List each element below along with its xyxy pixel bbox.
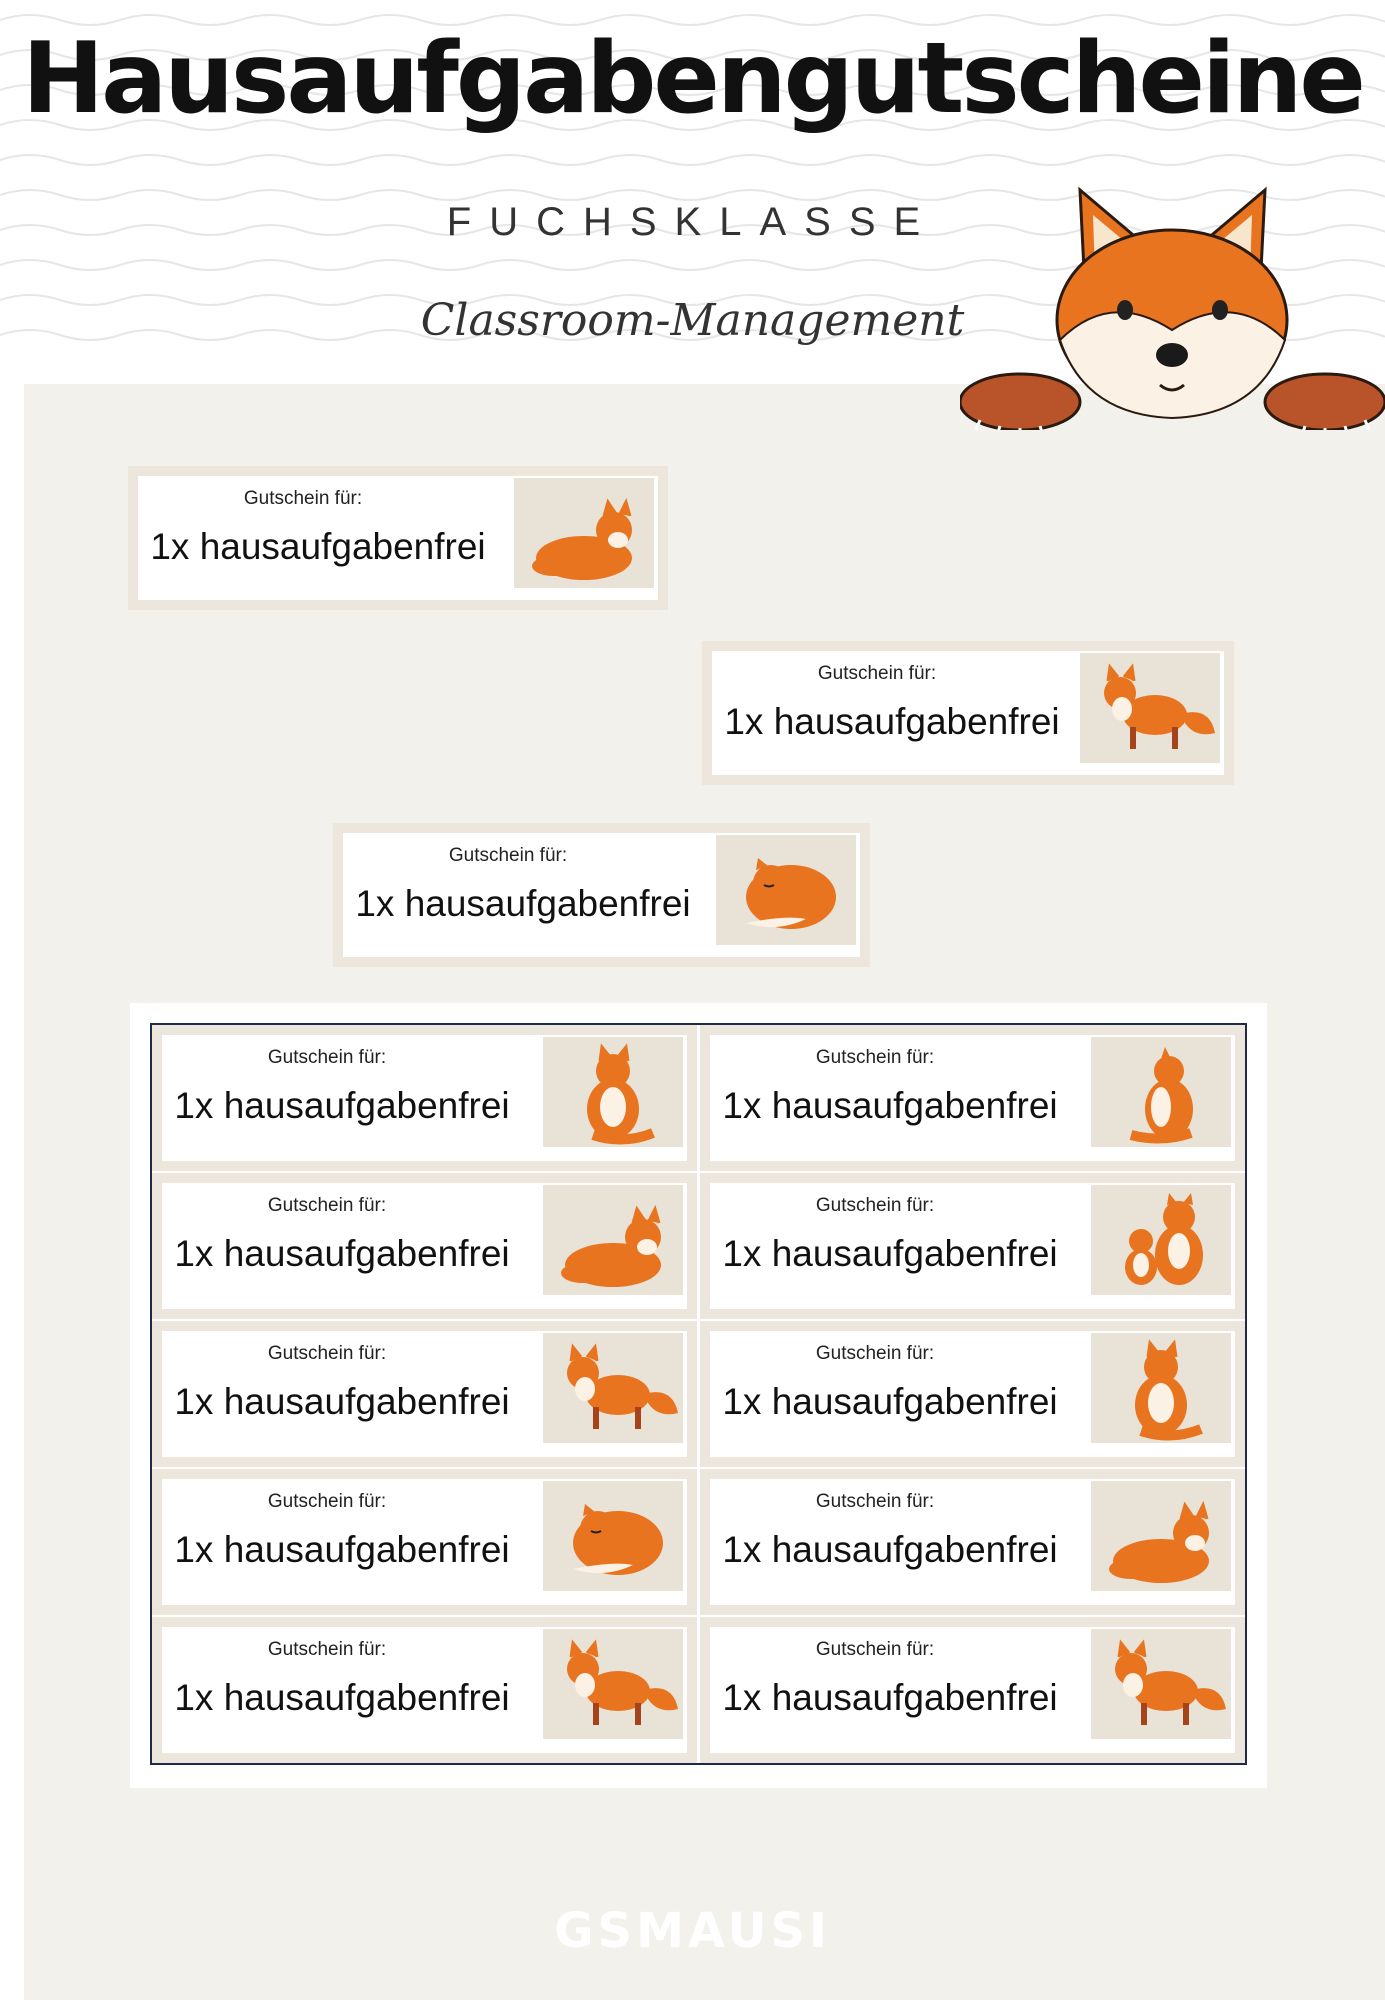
voucher-label: Gutschein für: [448, 845, 568, 866]
voucher-label: Gutschein für: [815, 1343, 935, 1364]
fox-image [1091, 1629, 1231, 1739]
fox-sleeping-illustration [543, 1481, 683, 1591]
voucher-text: 1x hausaufgabenfrei [724, 701, 1060, 742]
fox-lying-illustration [543, 1185, 683, 1295]
fox-image [543, 1037, 683, 1147]
voucher-text: 1x hausaufgabenfrei [174, 1085, 510, 1126]
page-subtitle: FUCHSKLASSE [446, 200, 939, 244]
voucher-text: 1x hausaufgabenfrei [174, 1233, 510, 1274]
fox-image [543, 1185, 683, 1295]
voucher-text: 1x hausaufgabenfrei [174, 1677, 510, 1718]
voucher-card-single-1 [128, 466, 668, 610]
voucher-label: Gutschein für: [243, 488, 363, 509]
voucher-card-grid [152, 1025, 697, 1171]
voucher-card-grid [700, 1321, 1245, 1467]
voucher-text: 1x hausaufgabenfrei [174, 1529, 510, 1570]
voucher-label: Gutschein für: [815, 1047, 935, 1068]
fox-sleeping-illustration [716, 835, 856, 945]
voucher-card-grid [700, 1617, 1245, 1763]
voucher-card-grid [700, 1025, 1245, 1171]
voucher-label: Gutschein für: [815, 1491, 935, 1512]
fox-image [1091, 1185, 1231, 1295]
fox-image [543, 1629, 683, 1739]
voucher-text: 1x hausaufgabenfrei [722, 1085, 1058, 1126]
voucher-label: Gutschein für: [267, 1491, 387, 1512]
voucher-text: 1x hausaufgabenfrei [722, 1381, 1058, 1422]
voucher-label: Gutschein für: [817, 663, 937, 684]
fox-sitting-illustration [1091, 1333, 1231, 1443]
fox-mother-cub-illustration [1091, 1185, 1231, 1295]
voucher-card-grid [152, 1617, 697, 1763]
fox-image [514, 478, 654, 588]
voucher-label: Gutschein für: [267, 1195, 387, 1216]
voucher-text: 1x hausaufgabenfrei [174, 1381, 510, 1422]
voucher-card-grid [152, 1469, 697, 1615]
fox-image [1080, 653, 1220, 763]
voucher-text: 1x hausaufgabenfrei [150, 526, 486, 567]
voucher-text: 1x hausaufgabenfrei [355, 883, 691, 924]
voucher-card-single-3 [333, 823, 870, 967]
voucher-text: 1x hausaufgabenfrei [722, 1529, 1058, 1570]
voucher-card-grid [152, 1321, 697, 1467]
brand-logo: GSMAUSI [554, 1903, 831, 1959]
voucher-label: Gutschein für: [815, 1639, 935, 1660]
fox-standing-illustration [543, 1629, 683, 1739]
voucher-text: 1x hausaufgabenfrei [722, 1677, 1058, 1718]
voucher-card-grid [700, 1173, 1245, 1319]
fox-image [543, 1333, 683, 1443]
voucher-label: Gutschein für: [267, 1047, 387, 1068]
page-tagline: Classroom-Management [420, 295, 965, 346]
page-title: Hausaufgabengutscheine [22, 22, 1363, 136]
fox-standing-illustration [1080, 653, 1220, 763]
voucher-card-grid [152, 1173, 697, 1319]
voucher-card-single-2 [702, 641, 1234, 785]
fox-standing-illustration [543, 1333, 683, 1443]
fox-image [1091, 1333, 1231, 1443]
voucher-label: Gutschein für: [815, 1195, 935, 1216]
fox-sitting-illustration [543, 1037, 683, 1147]
voucher-label: Gutschein für: [267, 1343, 387, 1364]
fox-standing-illustration [1091, 1629, 1231, 1739]
fox-lying-illustration [1091, 1481, 1231, 1591]
fox-image [1091, 1481, 1231, 1591]
fox-lying-illustration [514, 478, 654, 588]
fox-image [716, 835, 856, 945]
voucher-card-grid [700, 1469, 1245, 1615]
fox-image [1091, 1037, 1231, 1147]
fox-sitting-side-illustration [1091, 1037, 1231, 1147]
voucher-text: 1x hausaufgabenfrei [722, 1233, 1058, 1274]
voucher-label: Gutschein für: [267, 1639, 387, 1660]
fox-image [543, 1481, 683, 1591]
peeking-fox-illustration [960, 170, 1385, 430]
